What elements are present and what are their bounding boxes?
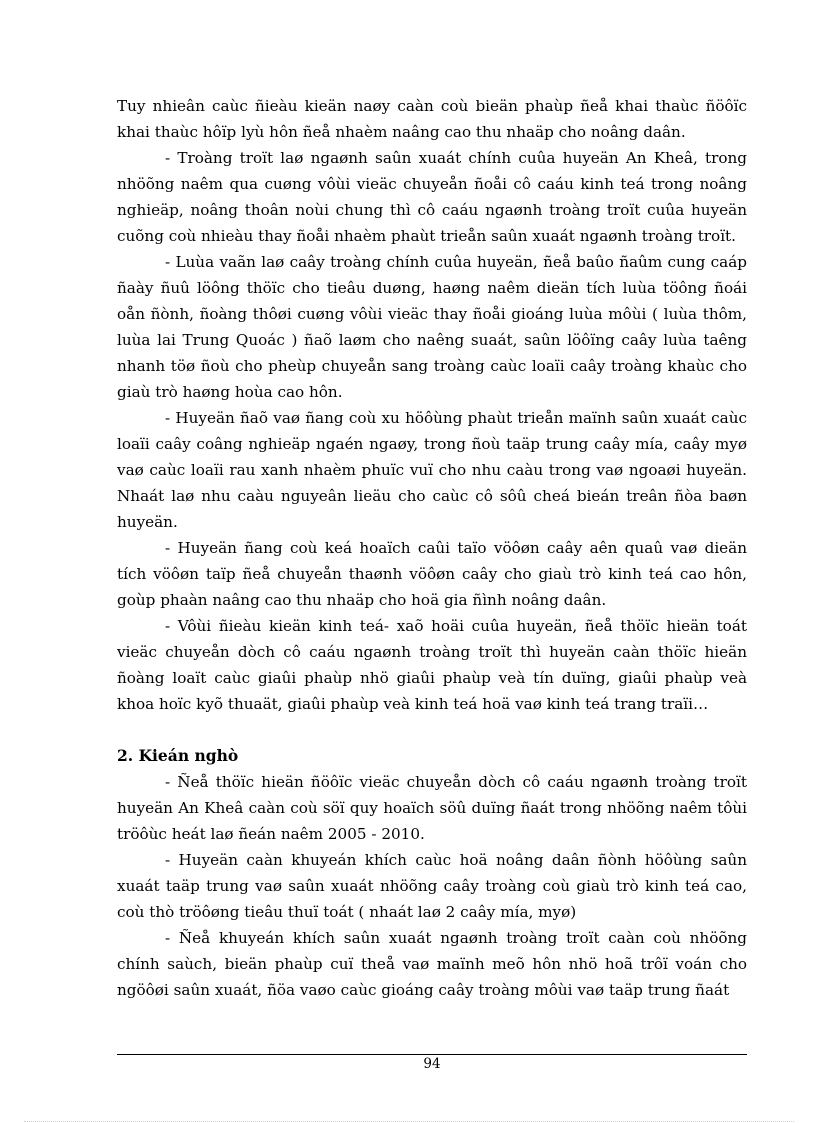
paragraph-policies: - Ñeå khuyeán khích saûn xuaát ngaønh troàng troït caàn coù nhöõng chính saùch, bieän phaùp cuï theå vaø maïnh meõ hôn nhö hoã trôï voán cho ngöôøi saûn xuaát, ñöa vaøo caùc gioáng caây troàng môùi vaø taäp trung ñaát (117, 929, 747, 999)
paragraph-land-planning: - Ñeå thöïc hieän ñöôïc vieäc chuyeån dòch cô caáu ngaønh troàng troït huyeän An Kheâ caàn coù söï quy hoaïch söû duïng ñaát trong nhöõng naêm tôùi tröôùc heát laø ñeán naêm 2005 - 2010. (117, 773, 747, 843)
paragraph-industrial-crops: - Huyeän ñaõ vaø ñang coù xu höôùng phaùt trieån maïnh saûn xuaát caùc loaïi caây coâng nghieäp ngaén ngaøy, trong ñoù taäp trung caây mía, caây myø vaø caùc loaïi rau xanh nhaèm phuïc vuï cho nhu caàu trong vaø ngoaøi huyeän. Nhaát laø nhu caàu nguyeân lieäu cho caùc cô sôû cheá bieán treân ñòa baøn huyeän. (117, 409, 747, 531)
footer-divider (117, 1054, 747, 1055)
paragraph-rice: - Luùa vaãn laø caây troàng chính cuûa huyeän, ñeå baûo ñaûm cung caáp ñaày ñuû löông thöïc cho tieâu duøng, haøng naêm dieän tích luùa töông ñoái oån ñònh, ñoàng thôøi cuøng vôùi vieäc thay ñoåi gioáng luùa môùi ( luùa thôm, luùa lai Trung Quoác ) ñaõ laøm cho naêng suaát, saûn löôïng caây luùa taêng nhanh töø ñoù cho pheùp chuyeån sang troàng caùc loaïi caây troàng khaùc cho giaù trò haøng hoùa cao hôn. (117, 253, 747, 401)
section-heading: 2. Kieán nghò (117, 746, 239, 765)
page-bottom-edge (24, 1121, 794, 1122)
page-number: 94 (423, 1056, 441, 1072)
paragraph-intro: Tuy nhieân caùc ñieàu kieän naøy caàn coù bieän phaùp ñeå khai thaùc ñöôïc khai thaùc hôïp lyù hôn ñeå nhaèm naâng cao thu nhaäp cho noâng daân. (117, 97, 747, 141)
paragraph-encourage-households: - Huyeän caàn khuyeán khích caùc hoä noâng daân ñònh höôùng saûn xuaát taäp trung vaø saûn xuaát nhöõng caây troàng coù giaù trò kinh teá cao, coù thò tröôøng tieâu thuï toát ( nhaát laø 2 caây mía, myø) (117, 851, 747, 921)
paragraph-orchard-plan: - Huyeän ñang coù keá hoaïch caûi taïo vöôøn caây aên quaû vaø dieän tích vöôøn taïp ñeå chuyeån thaønh vöôøn caây cho giaù trò kinh teá cao hôn, goùp phaàn naâng cao thu nhaäp cho hoä gia ñình noâng daân. (117, 539, 747, 609)
paragraph-solutions: - Vôùi ñieàu kieän kinh teá- xaõ hoäi cuûa huyeän, ñeå thöïc hieän toát vieäc chuyeån dòch cô caáu ngaønh troàng troït thì huyeän caàn thöïc hieän ñoàng loaït caùc giaûi phaùp nhö giaûi phaùp veà tín duïng, giaûi phaùp veà khoa hoïc kyõ thuaät, giaûi phaùp veà kinh teá hoä vaø kinh teá trang traïi… (117, 617, 747, 713)
body-text (117, 93, 747, 1003)
paragraph-crop-cultivation: - Troàng troït laø ngaønh saûn xuaát chính cuûa huyeän An Kheâ, trong nhöõng naêm qua cuøng vôùi vieäc chuyeån ñoåi cô caáu kinh teá trong noâng nghieäp, noâng thoân noùi chung thì cô caáu ngaønh troàng troït cuûa huyeän cuõng coù nhieàu thay ñoåi nhaèm phaùt trieån saûn xuaát ngaønh troàng troït. (117, 149, 747, 245)
